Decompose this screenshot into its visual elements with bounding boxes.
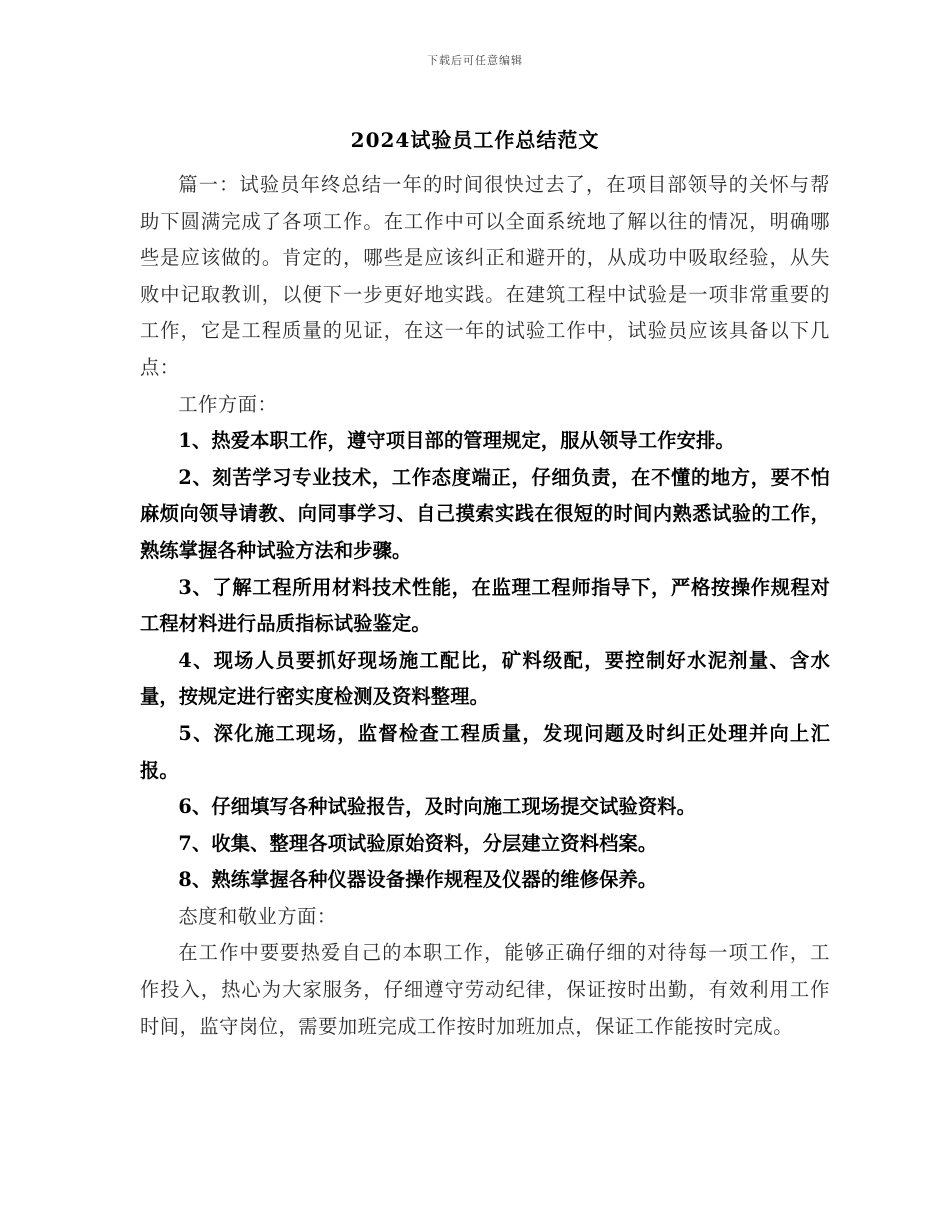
document-title: 2024试验员工作总结范文 [350, 128, 600, 152]
page-header-note: 下载后可任意编辑 [427, 54, 523, 67]
document-body [140, 167, 830, 1045]
section-heading-attitude: 态度和敬业方面： [178, 904, 337, 928]
list-item: 5、深化施工现场，监督检查工程质量，发现问题及时纠正处理并向上汇报。 [140, 721, 830, 782]
closing-paragraph: 在工作中要要热爱自己的本职工作，能够正确仔细的对待每一项工作，工作投入，热心为大家服务，仔细遵守劳动纪律，保证按时出勤，有效利用工作时间，监守岗位，需要加班完成工作按时加班加点，保证工作能按时完成。 [140, 941, 830, 1038]
list-item: 1、热爱本职工作，遵守项目部的管理规定，服从领导工作安排。 [178, 429, 735, 453]
list-item: 3、了解工程所用材料技术性能，在监理工程师指导下，严格按操作规程对工程材料进行品质指标试验鉴定。 [140, 575, 830, 636]
list-item: 2、刻苦学习专业技术，工作态度端正，仔细负责，在不懂的地方，要不怕麻烦向领导请教、向同事学习、自己摸索实践在很短的时间内熟悉试验的工作，熟练掌握各种试验方法和步骤。 [140, 465, 830, 562]
list-item: 7、收集、整理各项试验原始资料，分层建立资料档案。 [178, 831, 658, 855]
list-item: 8、熟练掌握各种仪器设备操作规程及仪器的维修保养。 [178, 868, 658, 892]
section-heading-work: 工作方面： [178, 392, 278, 416]
list-item: 4、现场人员要抓好现场施工配比，矿料级配，要控制好水泥剂量、含水量，按规定进行密实度检测及资料整理。 [140, 648, 830, 709]
intro-paragraph: 篇一：试验员年终总结一年的时间很快过去了，在项目部领导的关怀与帮助下圆满完成了各项工作。在工作中可以全面系统地了解以往的情况，明确哪些是应该做的。肯定的，哪些是应该纠正和避开的，从成功中吸取经验，从失败中记取教训，以便下一步更好地实践。在建筑工程中试验是一项非常重要的工作，它是工程质量的见证，在这一年的试验工作中，试验员应该具备以下几点： [140, 173, 830, 379]
list-item: 6、仔细填写各种试验报告，及时向施工现场提交试验资料。 [178, 795, 697, 819]
